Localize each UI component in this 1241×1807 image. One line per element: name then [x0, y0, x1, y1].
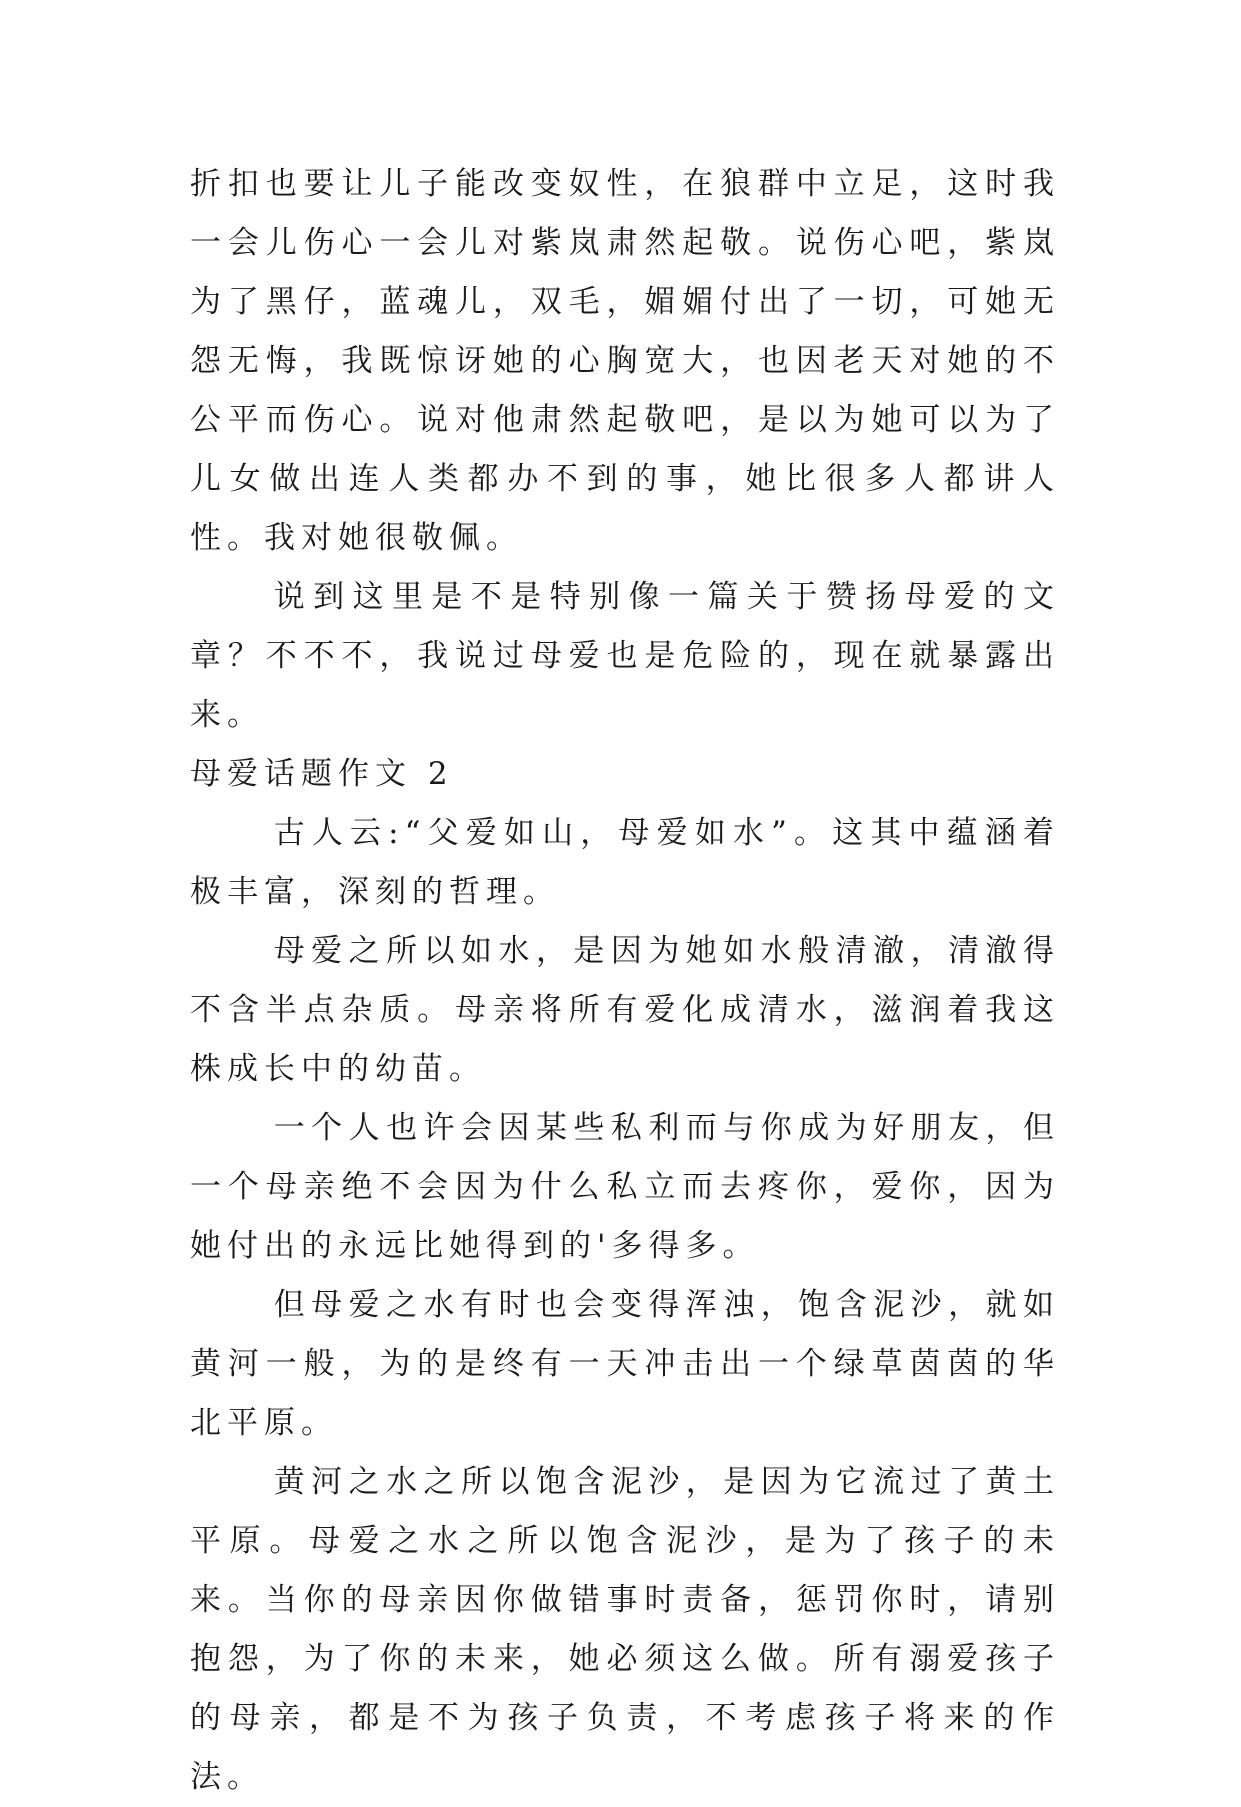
paragraph: 但母爱之水有时也会变得浑浊，饱含泥沙，就如黄河一般，为的是终有一天冲击出一个绿草茵茵的华北平原。 — [190, 1287, 1060, 1441]
paragraph: 母爱之所以如水，是因为她如水般清澈，清澈得不含半点杂质。母亲将所有爱化成清水，滋润着我这株成长中的幼苗。 — [190, 933, 1060, 1087]
paragraph: 古人云:“父爱如山，母爱如水”。这其中蕴涵着极丰富，深刻的哲理。 — [190, 815, 1060, 910]
paragraph: 说到这里是不是特别像一篇关于赞扬母爱的文章？不不不，我说过母爱也是危险的，现在就暴露出来。 — [190, 579, 1060, 733]
paragraph-continuation: 折扣也要让儿子能改变奴性，在狼群中立足，这时我一会儿伤心一会儿对紫岚肃然起敬。说伤心吧，紫岚为了黑仔，蓝魂儿，双毛，媚媚付出了一切，可她无怨无悔，我既惊讶她的心胸宽大，也因老天对她的不公平而伤心。说对他肃然起敬吧，是以为她可以为了儿女做出连人类都办不到的事，她比很多人都讲人性。我对她很敬佩。 — [190, 166, 1060, 556]
paragraph: 一个人也许会因某些私利而与你成为好朋友，但一个母亲绝不会因为什么私立而去疼你，爱你，因为她付出的永远比她得到的'多得多。 — [190, 1110, 1060, 1264]
paragraph: 黄河之水之所以饱含泥沙，是因为它流过了黄土平原。母爱之水之所以饱含泥沙，是为了孩子的未来。当你的母亲因你做错事时责备，惩罚你时，请别抱怨，为了你的未来，她必须这么做。所有溺爱孩子的母亲，都是不为孩子负责，不考虑孩子将来的作法。 — [190, 1464, 1060, 1795]
document-body — [190, 155, 1060, 1807]
section-heading: 母爱话题作文 2 — [190, 756, 454, 792]
